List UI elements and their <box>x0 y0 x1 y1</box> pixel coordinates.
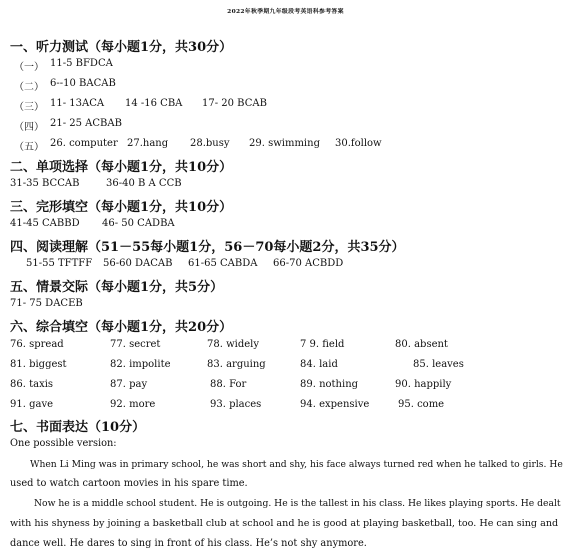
section-heading-gap-fill: 六、综合填空（每小题1分，共20分） <box>10 320 233 335</box>
gap-fill-answer: 80. absent <box>395 339 448 350</box>
gap-fill-answer: 83. arguing <box>207 359 266 370</box>
reading-answer: 56-60 DACAB <box>103 258 173 269</box>
reading-answer: 66-70 ACBDD <box>273 258 344 269</box>
listening-part-number: （一） <box>14 62 44 73</box>
writing-intro: One possible version: <box>10 438 117 449</box>
gap-fill-answer: 84. laid <box>300 359 338 370</box>
gap-fill-answer: 81. biggest <box>10 359 67 370</box>
listening-answer: 17- 20 BCAB <box>202 98 267 109</box>
essay-line: When Li Ming was in primary school, he was short and shy, his face always turned red when he talked to girls. He <box>30 459 563 470</box>
gap-fill-answer: 90. happily <box>395 379 452 390</box>
gap-fill-answer: 76. spread <box>10 339 64 350</box>
section-heading-reading: 四、阅读理解（51－55每小题1分，56－70每小题2分，共35分） <box>10 240 405 255</box>
listening-answer: 27.hang <box>127 138 169 149</box>
reading-answer: 61-65 CABDA <box>188 258 258 269</box>
reading-answer: 51-55 TFTFF <box>26 258 93 269</box>
gap-fill-answer: 91. gave <box>10 399 54 410</box>
listening-answer: 21- 25 ACBAB <box>50 118 122 129</box>
single-choice-answer: 36-40 B A CCB <box>106 178 182 189</box>
listening-answer: 26. computer <box>50 138 118 149</box>
listening-answer: 11- 13ACA <box>50 98 105 109</box>
section-heading-listening: 一、听力测试（每小题1分，共30分） <box>10 40 233 55</box>
gap-fill-answer: 82. impolite <box>110 359 171 370</box>
listening-part-number: （三） <box>14 102 44 113</box>
listening-answer: 6--10 BACAB <box>50 78 116 89</box>
listening-answer: 29. swimming <box>249 138 320 149</box>
essay-line: dance well. He dares to sing in front of his class. He’s not shy anymore. <box>10 538 367 549</box>
listening-part-number: （五） <box>14 142 44 153</box>
gap-fill-answer: 86. taxis <box>10 379 54 390</box>
cloze-answer: 46- 50 CADBA <box>102 218 175 229</box>
page-title: 2022年秋季期九年级段考英语科参考答案 <box>227 8 344 15</box>
gap-fill-answer: 95. come <box>398 399 445 410</box>
listening-part-number: （四） <box>14 122 44 133</box>
gap-fill-answer: 85. leaves <box>413 359 464 370</box>
section-heading-dialogue: 五、情景交际（每小题1分，共5分） <box>10 280 224 295</box>
essay-line: with his shyness by joining a basketball club at school and he is good at playing basketball, too. He can sing and <box>10 518 559 529</box>
gap-fill-answer: 77. secret <box>110 339 161 350</box>
section-heading-cloze: 三、完形填空（每小题1分，共10分） <box>10 200 233 215</box>
gap-fill-answer: 88. For <box>210 379 247 390</box>
listening-answer: 14 -16 CBA <box>125 98 183 109</box>
gap-fill-answer: 89. nothing <box>300 379 359 390</box>
essay-line: used to watch cartoon movies in his spare time. <box>10 478 248 489</box>
listening-part-number: （二） <box>14 82 44 93</box>
gap-fill-answer: 93. places <box>210 399 262 410</box>
listening-answer: 30.follow <box>335 138 382 149</box>
section-heading-single-choice: 二、单项选择（每小题1分，共10分） <box>10 160 233 175</box>
section-heading-writing: 七、书面表达（10分） <box>10 420 146 435</box>
listening-answer: 11-5 BFDCA <box>50 58 113 69</box>
gap-fill-answer: 7 9. field <box>300 339 345 350</box>
gap-fill-answer: 87. pay <box>110 379 148 390</box>
gap-fill-answer: 78. widely <box>207 339 260 350</box>
gap-fill-answer: 92. more <box>110 399 156 410</box>
cloze-answer: 41-45 CABBD <box>10 218 80 229</box>
dialogue-answer: 71- 75 DACEB <box>10 298 83 309</box>
listening-answer: 28.busy <box>190 138 230 149</box>
single-choice-answer: 31-35 BCCAB <box>10 178 80 189</box>
essay-line: Now he is a middle school student. He is outgoing. He is the tallest in his class. He likes playing sports. He dealt <box>34 498 561 509</box>
gap-fill-answer: 94. expensive <box>300 399 370 410</box>
